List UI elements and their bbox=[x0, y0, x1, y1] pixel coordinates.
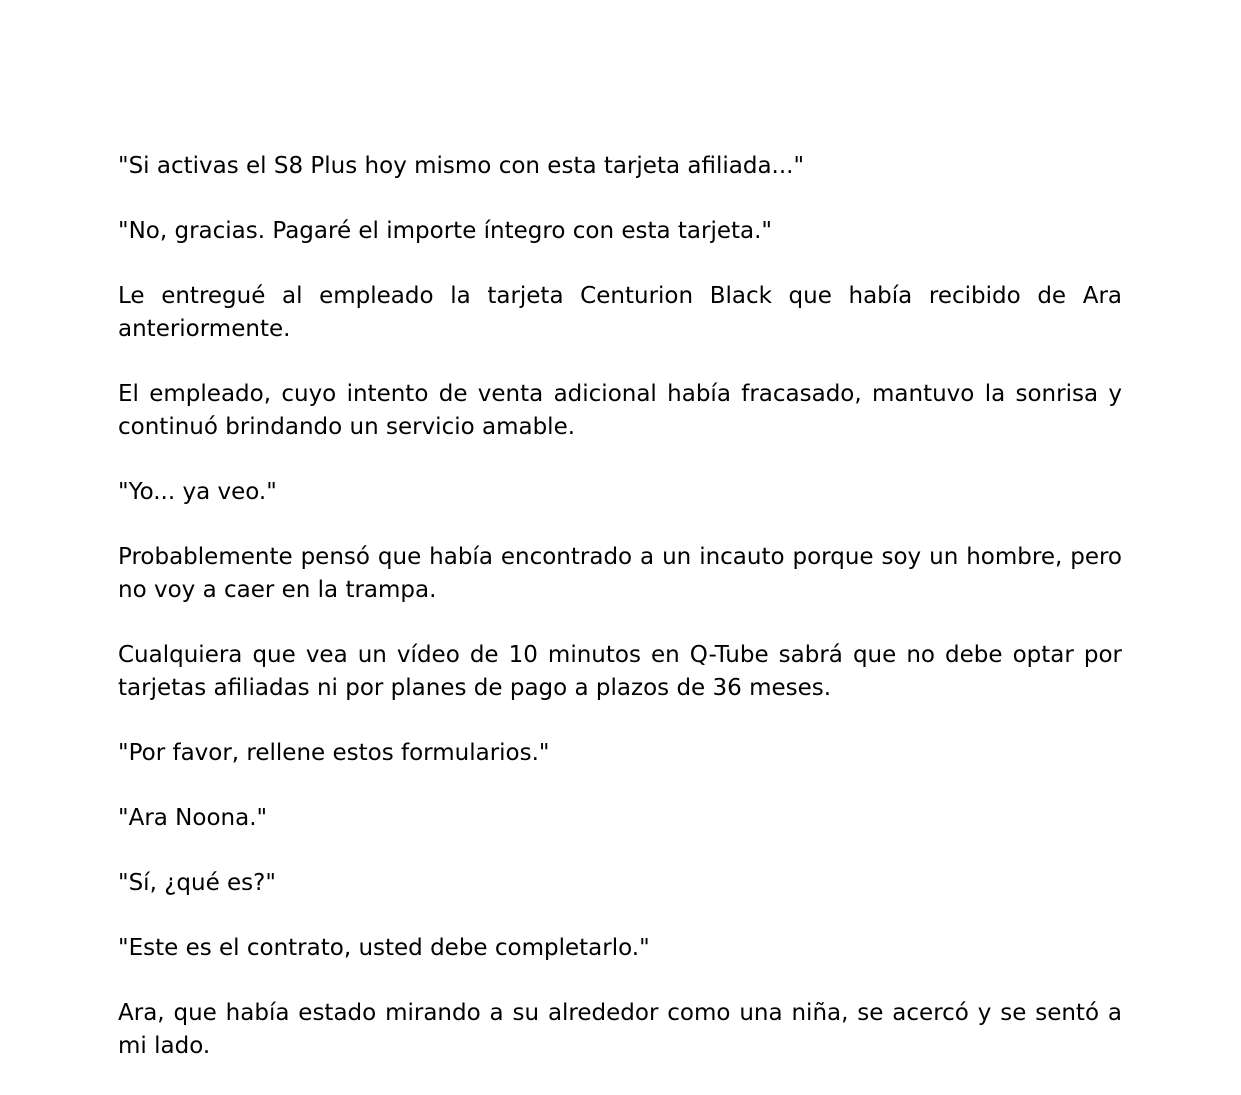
paragraph-9: "Ara Noona." bbox=[118, 805, 268, 831]
paragraph-10: "Sí, ¿qué es?" bbox=[118, 870, 276, 896]
paragraph-7: Cualquiera que vea un vídeo de 10 minutos en Q-Tube sabrá que no debe optar por tarjetas afiliadas ni por planes de pago a plazos de 36 meses. bbox=[118, 642, 1122, 701]
paragraph-1: "Si activas el S8 Plus hoy mismo con esta tarjeta afiliada..." bbox=[118, 153, 805, 179]
paragraph-8: "Por favor, rellene estos formularios." bbox=[118, 740, 550, 766]
paragraph-3: Le entregué al empleado la tarjeta Centurion Black que había recibido de Ara anteriormente. bbox=[118, 283, 1122, 342]
paragraph-6: Probablemente pensó que había encontrado a un incauto porque soy un hombre, pero no voy a caer en la trampa. bbox=[118, 544, 1122, 603]
paragraph-2: "No, gracias. Pagaré el importe íntegro con esta tarjeta." bbox=[118, 218, 772, 244]
paragraph-11: "Este es el contrato, usted debe completarlo." bbox=[118, 935, 650, 961]
paragraph-12: Ara, que había estado mirando a su alrededor como una niña, se acercó y se sentó a mi lado. bbox=[118, 1000, 1122, 1059]
paragraph-5: "Yo... ya veo." bbox=[118, 479, 277, 505]
paragraph-4: El empleado, cuyo intento de venta adicional había fracasado, mantuvo la sonrisa y continuó brindando un servicio amable. bbox=[118, 381, 1122, 440]
document-page bbox=[118, 150, 1122, 1095]
